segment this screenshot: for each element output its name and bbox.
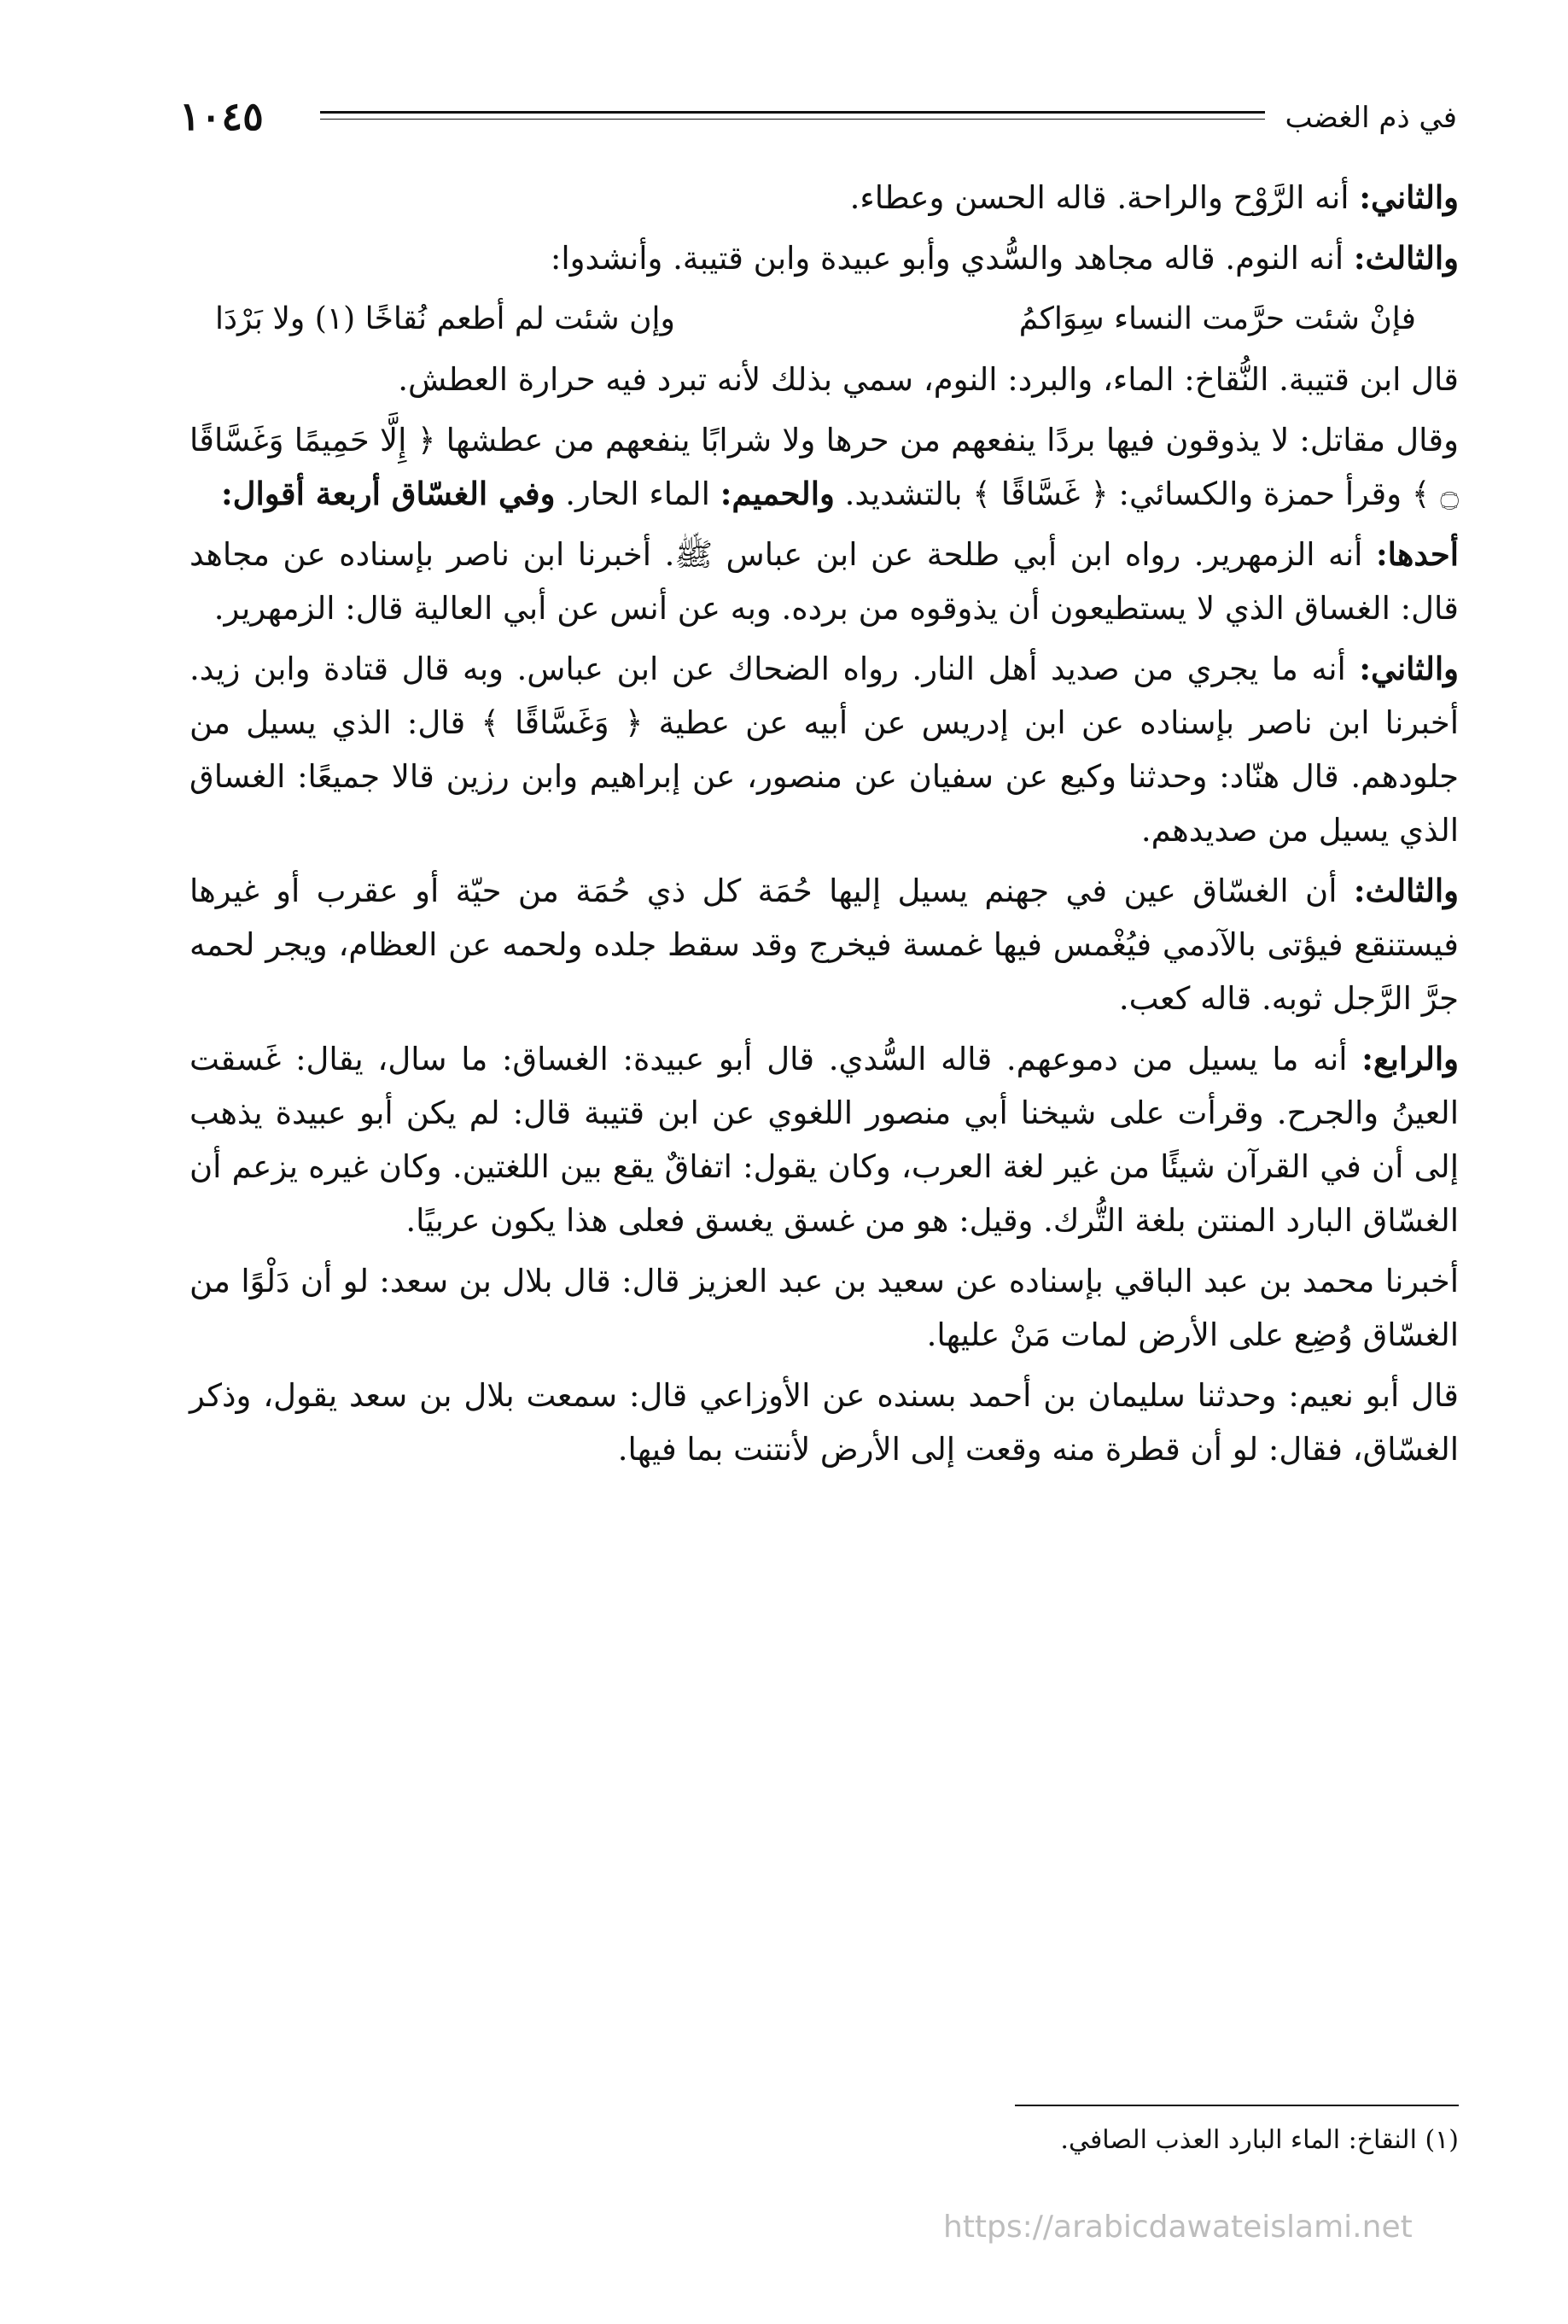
paragraph (189, 353, 1459, 406)
paragraph-text: قال أبو نعيم: وحدثنا سليمان بن أحمد بسنده عن الأوزاعي قال: سمعت بلال بن سعد يقول، وذكر الغسّاق، فقال: لو أن قطرة منه وقعت إلى الأرض لأنتنت بما فيها. (189, 1377, 1459, 1468)
paragraph-inline-bold: والحميم: (720, 475, 835, 512)
header-rule (320, 111, 1265, 120)
paragraph (189, 231, 1459, 285)
paragraph-text: أن الغسّاق عين في جهنم يسيل إليها حُمَة كل ذي حُمَة من حيّة أو عقرب أو غيرها فيستنقع فيؤتى بالآدمي فيُغْمس فيها غمسة فيخرج وقد سقط جلده ولحمه عن العظام، ويجر لحمه جرَّ الرَّجل ثوبه. قاله كعب. (189, 873, 1459, 1017)
paragraph (189, 171, 1459, 225)
running-header (179, 92, 1457, 143)
paragraph-text: أنه الزمهرير. رواه ابن أبي طلحة عن ابن عباس ﷺ. أخبرنا ابن ناصر بإسناده عن مجاهد قال: الغساق الذي لا يستطيعون أن يذوقوه من برده. وبه عن أنس عن أبي العالية قال: الزمهرير. (189, 536, 1459, 627)
section-heading: وفي الغسّاق أربعة أقوال: (220, 475, 556, 512)
body-text (189, 171, 1459, 1483)
chapter-title: في ذم الغضب (1285, 101, 1457, 135)
watermark-url: https://arabicdawateislami.net (943, 2210, 1413, 2245)
paragraph (189, 528, 1459, 635)
paragraph-text: أنه ما يسيل من دموعهم. قاله السُّدي. قال أبو عبيدة: الغساق: ما سال، يقال: غَسقت العينُ والجرح. وقرأت على شيخنا أبي منصور اللغوي عن ابن قتيبة قال: لم يكن أبو عبيدة يذهب إلى أن في القرآن شيئًا من غير لغة العرب، وكان يقول: اتفاقٌ يقع بين اللغتين. وكان غيره يزعم أن الغسّاق البارد المنتن بلغة التُّرك. وقيل: هو من غسق يغسق فعلى هذا يكون عربيًا. (189, 1041, 1459, 1239)
paragraph-lead: والثالث: (1353, 239, 1459, 277)
paragraph (189, 1369, 1459, 1476)
poetry-verse (189, 292, 1459, 346)
paragraph-text: أنه ما يجري من صديد أهل النار. رواه الضحاك عن ابن عباس. وبه قال قتادة وابن زيد. أخبرنا ابن ناصر بإسناده عن ابن إدريس عن أبيه عن عطية ﴿ وَغَسَّاقًا ﴾ قال: الذي يسيل من جلودهم. قال هنّاد: وحدثنا وكيع عن سفيان عن منصور، عن إبراهيم وابن رزين قالا جميعًا: الغساق الذي يسيل من صديدهم. (189, 651, 1459, 849)
paragraph-text: الماء الحار. (555, 476, 720, 512)
verse-second-hemistich: وإن شئت لم أطعم نُقاخًا (١) ولا بَرْدَا (215, 301, 675, 336)
paragraph (189, 413, 1459, 521)
paragraph-lead: والرابع: (1361, 1040, 1459, 1077)
paragraph (189, 1032, 1459, 1247)
paragraph-text: أنه النوم. قاله مجاهد والسُّدي وأبو عبيدة وابن قتيبة. وأنشدوا: (550, 240, 1354, 277)
footnote: (١) النقاخ: الماء البارد العذب الصافي. (1060, 2125, 1459, 2155)
paragraph-text: أنه الرَّوْح والراحة. قاله الحسن وعطاء. (849, 179, 1360, 216)
paragraph-text: وقال مقاتل: لا يذوقون فيها بردًا ينفعهم من حرها ولا شرابًا ينفعهم من عطشها ﴿ إِلَّا حَمِيمًا وَغَسَّاقًا ۝ ﴾ وقرأ حمزة والكسائي: ﴿ غَسَّاقًا ﴾ بالتشديد. (189, 422, 1459, 512)
paragraph (189, 1254, 1459, 1362)
footnote-rule (1015, 2105, 1459, 2106)
paragraph-text: أخبرنا محمد بن عبد الباقي بإسناده عن سعيد بن عبد العزيز قال: قال بلال بن سعد: لو أن دَلْوًا من الغسّاق وُضِع على الأرض لمات مَنْ عليها. (189, 1263, 1459, 1353)
page-number: ١٠٤٥ (179, 93, 264, 139)
paragraph-lead: أحدها: (1375, 535, 1459, 573)
paragraph-lead: والثاني: (1359, 178, 1459, 216)
paragraph-text: قال ابن قتيبة. النُّقاخ: الماء، والبرد: النوم، سمي بذلك لأنه تبرد فيه حرارة العطش. (398, 361, 1459, 398)
verse-first-hemistich: فإنْ شئت حرَّمت النساء سِوَاكمُ (1018, 301, 1416, 336)
paragraph (189, 864, 1459, 1025)
paragraph (189, 642, 1459, 857)
paragraph-lead: والثاني: (1359, 650, 1459, 687)
paragraph-lead: والثالث: (1353, 872, 1459, 909)
